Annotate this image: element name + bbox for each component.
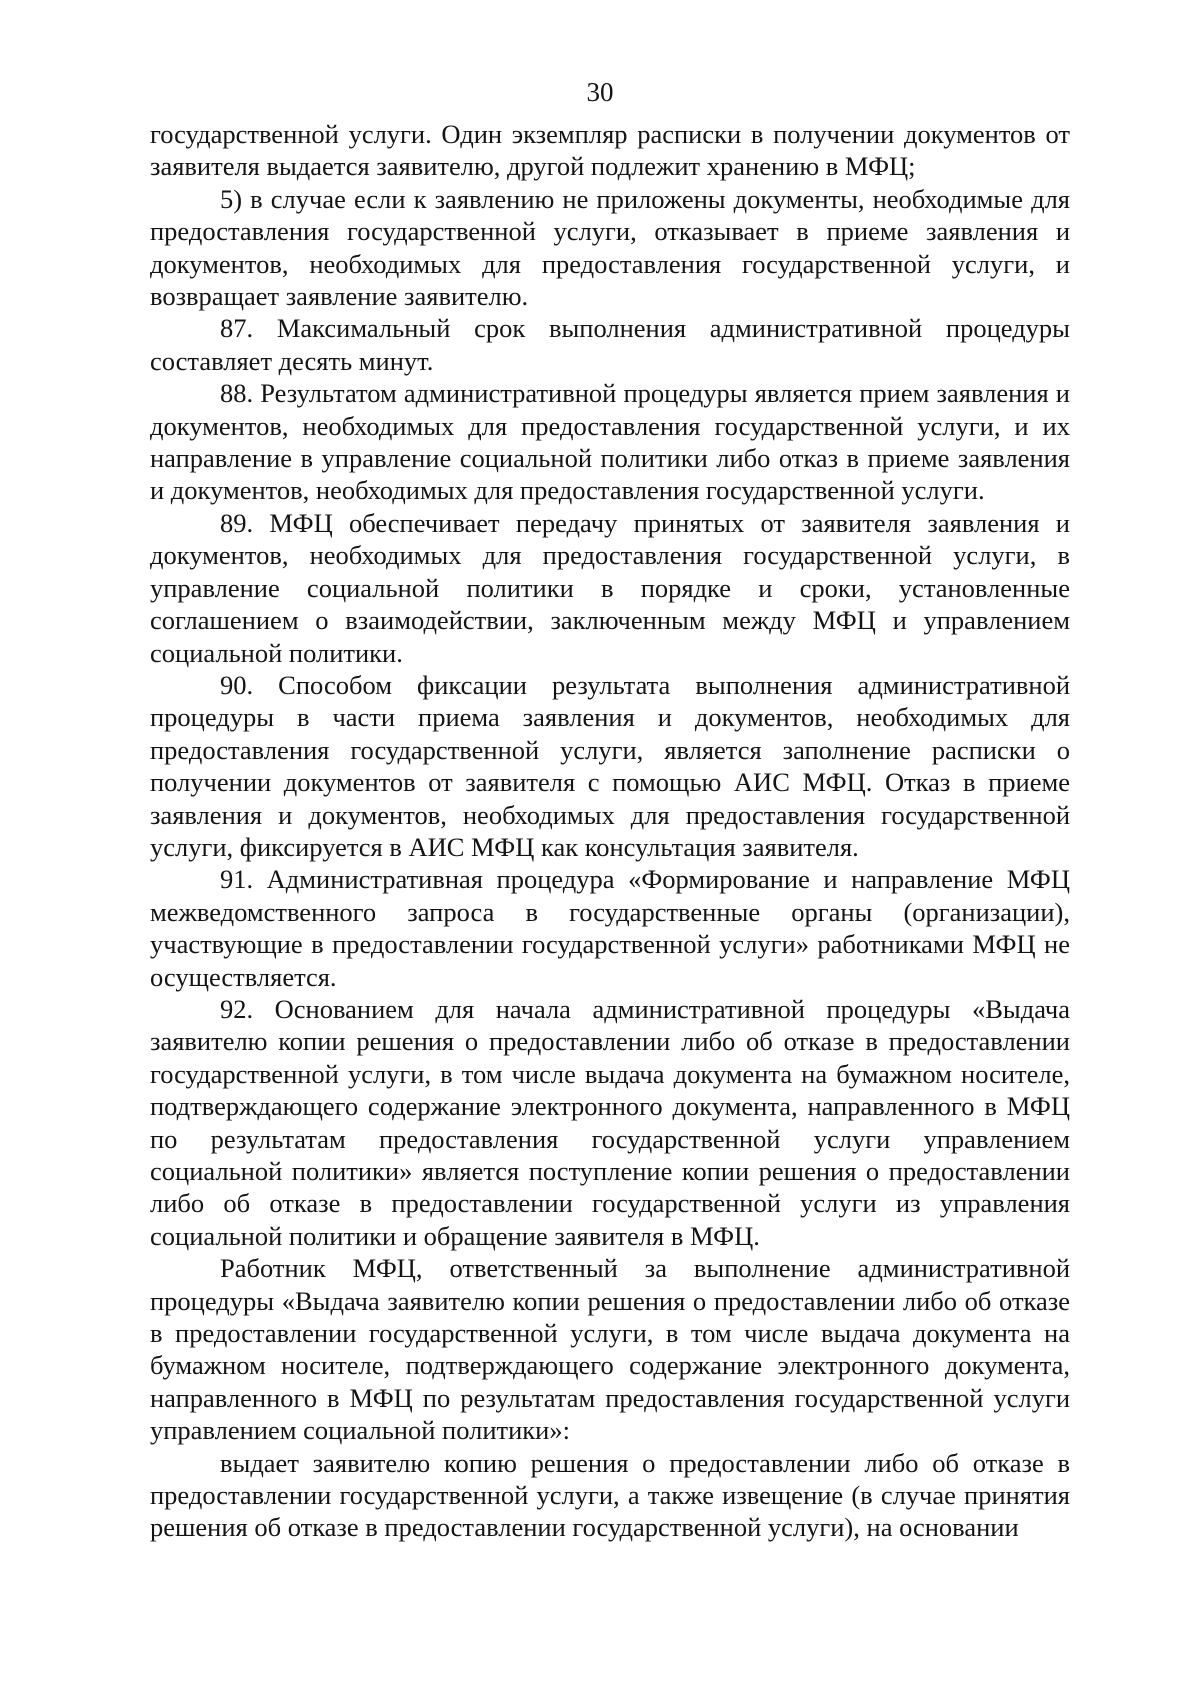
paragraph-item-5: 5) в случае если к заявлению не приложены документы, необходимые для предоставления государственной услуги, отказывает в приеме заявления и документов, необходимых для предоставления государственной услуги, и возвращает заявление заявителю.	[150, 183, 1070, 312]
paragraph-87: 87. Максимальный срок выполнения административной процедуры составляет десять минут.	[150, 313, 1070, 376]
paragraph-88: 88. Результатом административной процедуры является прием заявления и документов, необходимых для предоставления государственной услуги, и их направление в управление социальной политики либо отказ в приеме заявления и документов, необходимых для предоставления государственной услуги.	[150, 378, 1070, 506]
paragraph-90: 90. Способом фиксации результата выполнения административной процедуры в части приема заявления и документов, необходимых для предоставления государственной услуги, является заполнение расписки о получении документов от заявителя с помощью АИС МФЦ. Отказ в приеме заявления и документов, необходимых для предоставления государственной услуги, фиксируется в АИС МФЦ как консультация заявителя.	[150, 669, 1070, 862]
page-number: 30	[586, 77, 614, 107]
paragraph-issues-copy: выдает заявителю копию решения о предоставлении либо об отказе в предоставлении государственной услуги, а также извещение (в случае принятия решения об отказе в предоставлении государственной услуги), на основании	[150, 1447, 1070, 1543]
paragraph-92: 92. Основанием для начала административной процедуры «Выдача заявителю копии решения о предоставлении либо об отказе в предоставлении государственной услуги, в том числе выдача документа на бумажном носителе, подтверждающего содержание электронного документа, направленного в МФЦ по результатам предоставления государственной услуги управлением социальной политики» является поступление копии решения о предоставлении либо об отказе в предоставлении государственной услуги из управления социальной политики и обращение заявителя в МФЦ.	[150, 993, 1070, 1251]
document-body	[150, 118, 1070, 1544]
paragraph-mfc-employee: Работник МФЦ, ответственный за выполнение административной процедуры «Выдача заявителю копии решения о предоставлении либо об отказе в предоставлении государственной услуги, в том числе выдача документа на бумажном носителе, подтверждающего содержание электронного документа, направленного в МФЦ по результатам предоставления государственной услуги управлением социальной политики»:	[150, 1253, 1070, 1446]
paragraph-89: 89. МФЦ обеспечивает передачу принятых от заявителя заявления и документов, необходимых для предоставления государственной услуги, в управление социальной политики в порядке и сроки, установленные соглашением о взаимодействии, заключенным между МФЦ и управлением социальной политики.	[150, 507, 1070, 668]
paragraph-91: 91. Административная процедура «Формирование и направление МФЦ межведомственного запроса в государственные органы (организации), участвующие в предоставлении государственной услуги» работниками МФЦ не осуществляется.	[150, 864, 1070, 992]
paragraph-continuation: государственной услуги. Один экземпляр расписки в получении документов от заявителя выдается заявителю, другой подлежит хранению в МФЦ;	[150, 119, 1070, 182]
